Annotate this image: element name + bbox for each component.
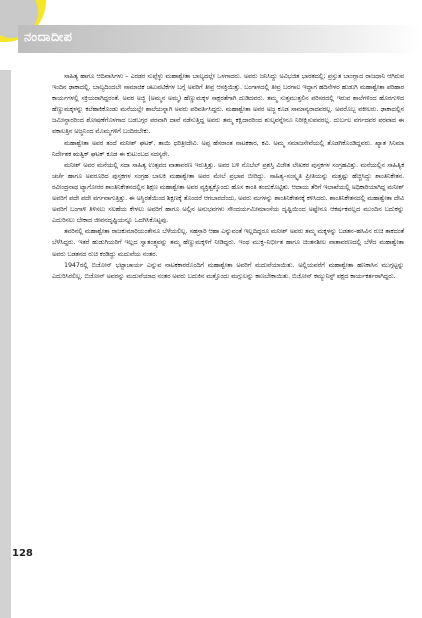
running-header-title: ನಂದಾದೀಪ — [24, 30, 73, 45]
left-margin-bar — [0, 70, 11, 618]
paragraph: ಮನೀಶ್ ಅವರ ಮನೆಯಲ್ಲಿ ಸದಾ ಸಾಹಿತ್ಯ ಉತ್ಸವದ ವಾತಾವರಣ ಇರುತ್ತಿತ್ತು. ಅವರ ಬಳಿ ನೊಬೆಲ್ ಪ್ರಶಸ್ತಿ ವಿಜೇತ ಲೇಖಕರ ಪುಸ್ತಕಗಳ ಸಂಗ್ರಹವಿತ್ತು. ಮನೆಯಲ್ಲಿನ ಸಾಹಿತ್ಯಿಕ ಚರ್ಚೆ ಹಾಗೂ ಅವರೂರಿದ ಪುಸ್ತಕಗಳ ಸಂಗ್ರಹ ಬಾಲಕಿ ಮಹಾಶ್ವೇತಾ ಅವರ ಮೇಲೆ ಪ್ರಭಾವ ಬೀರಿದ್ದು. ಸಾಹಿತ್ಯ–ಸಂಸ್ಕೃತಿ ಪ್ರೀತಿಯನ್ನು ಮತ್ತಷ್ಟು ಹೆಚ್ಚಿಸಿದ್ದು ಶಾಂತಿನಿಕೇತನ. ರವೀಂದ್ರನಾಥ ಟ್ಯಾಗೋರರ ಶಾಂತಿನಿಕೇತನದಲ್ಲಿನ ಶಿಕ್ಷಣ ಮಹಾಶ್ವೇತಾ ಅವರ ವ್ಯಕ್ತಿತ್ವಕ್ಕೊಂದು ಹೊಸ ಕಾಂತಿ ತಂದುಕೊಟ್ಟಿತು. ಆದಾಯ ತೆರಿಗೆ ಇಲಾಖೆಯಲ್ಲಿ ಅಧಿಕಾರಿಯಾಗಿದ್ದ ಮನೀಶ್ ಅವರಿಗೆ ಪದೇ ಪದೇ ವರ್ಗವಾಗುತ್ತಿತ್ತು. ಈ ಅಸ್ಥಿರತೆಯಿಂದ ಶಿಕ್ಷಣಕ್ಕೆ ತೊಂದರೆ ಆಗಬಾರದೆಂದು, ಅವರು ಮಗಳನ್ನು ಶಾಂತಿನಿಕೇತನಕ್ಕೆ ಕಳಿಸಿದರು. ಶಾಂತಿನಿಕೇತನದಲ್ಲಿ ಮಹಾಶ್ವೇತಾ ದೇವಿ ಅವರಿಗೆ ಬಂಗಾಳಿ ತಿಳಿಸಲು ಸಲಹೆಯ ಕೇಳಲು ಅವರಿಗೆ ಹಾಗೂ ಅಲ್ಲಿನ ಅನುಭವಗಳು ಸೌಂದರ್ಯಮೀಮಾಂಸೆಯ ದೃಷ್ಟಿಯಿಂದ ಅಷ್ಟೇನೂ ಆಕರ್ಷಕವಲ್ಲದ ಮುಂದಿನ ಬದುಕನ್ನು ಎದುರಿಸಲು ಬೇಕಾದ ಜೀವನದೃಷ್ಟಿಯನ್ನೂ ಒದಗಿಸಿಕೊಟ್ಟವು. — [52, 160, 404, 225]
paragraph: 1947ರಲ್ಲಿ ಬಿಜೋನ್ ಭಟ್ಟಾಚಾರ್ಯ ಎನ್ನುವ ನಾಟಕಕಾರರೊಂದಿಗೆ ಮಹಾಶ್ವೇತಾ ಅವರಿಗೆ ಮದುವೆಯಾಯಿತು. ಅಲ್ಲಿಯವರೆಗೆ ಮಹಾಶ್ವೇತಾ ಹಣಕಾಸಿನ ಮುಗ್ಗಟ್ಟನ್ನು ಎದುರಿಸಿರಲಿಲ್ಲ. ಬಿಜೋನ್ ಅವರನ್ನು ಮದುವೆಯಾದ ನಂತರ ಅವರು ಬದುಕಿನ ಮತ್ತೊಂದು ಮಗ್ಗುಲನ್ನು ಕಾಣಬೇಕಾಯಿತು. ಬಿಜೋನ್ ಕಮ್ಯುನಿಸ್ಟ್ ಪಕ್ಷದ ಕಾರ್ಯಕರ್ತರಾಗಿದ್ದರು. — [52, 260, 404, 280]
header-band — [18, 25, 422, 53]
body-text — [52, 71, 404, 282]
paragraph: ಸಾಹಿತ್ಯ ಹಾಗೂ ಆದಿವಾಸಿಗಳು – ಎರಡರ ಸುಪ್ಪೆಳ್ಳು ಮಹಾಶ್ವೇತಾ ಬಾಲ್ಯದಲ್ಲೇ ಒಳಗಾದರು. ಅವರು ಜನಿಸಿದ್ದು ಅವಿಭಜಿತ ಭಾರತದಲ್ಲಿ; ಪ್ರಸ್ತುತ ಬಾಂಗ್ಲಾದ ರಾಜಧಾನಿ ಆಗಿರುವ ಇಂದಿನ ಢಾಕಾದಲ್ಲಿ. ಬಾಲ್ಯದಿಂದಲೇ ಸಾಮಾಜಿಕ ಚಟುವಟಿಕೆಗಳ ಬಗ್ಗೆ ಅವರಿಗೆ ತೀವ್ರ ಆಸಕ್ತಿಯಿತ್ತು. ಬಂಗಾಳದಲ್ಲಿ ತೀವ್ರ ಬರಗಾಲ ಇದ್ದಾಗ ಹದಿನೇಳರ ಹುಡುಗಿ ಮಹಾಶ್ವೇತಾ ಪರಿಹಾರ ಕಾರ್ಯಗಳಲ್ಲಿ ಸಕ್ರಿಯರಾಗಿದ್ದರಂತೆ. ಅವರ ಅಜ್ಜಿ (ಅಮ್ಮನ ಅಮ್ಮ) ಹೆಣ್ಣುಮಕ್ಕಳ ಸಾಕ್ಷರತೆಗಾಗಿ ದುಡಿದವರು. ತಮ್ಮ ಸುತ್ತಮುತ್ತಲಿನ ಪರಿಸರದಲ್ಲಿ ಇರುವ ಶಾಲೆಗಳಿಂದ ಹೊರಗುಳಿದ ಹೆಣ್ಣುಮಕ್ಕಳನ್ನು ಕಲೆಹಾಕಿಕೊಂಡು ಮನೆಯಲ್ಲೇ ಶಾಲೆಯನ್ನಾಗಿ ಅವರು ಪರಿವರ್ತಿಸಿದ್ದರು. ಮಹಾಶ್ವೇತಾ ಅವರ ಅಜ್ಜ ಕೂಡ ಸಾಮಾನ್ಯರಾದವರಲ್ಲ. ಅವರೊಬ್ಬ ವಕೀಲರು. ಢಾಕಾದಲ್ಲಿನ ಜಮೀನ್ದಾರರಿಂದ ಶೋಷಣೆಗೊಳಗಾದ ಬಡಬಗ್ಗರ ಪರವಾಗಿ ದಾವೆ ನಡೆಸುತ್ತಿದ್ದ ಅವರು ತಮ್ಮ ಕಕ್ಷಿದಾರರಿಂದ ಶುಲ್ಕವನ್ನೇನೂ ನಿರೀಕ್ಷಿಸುವವರಲ್ಲ. ದುರ್ಬಲ ವರ್ಗದವರ ಪರವಾದ ಈ ವಕಾಲತ್ತಿನ ಅಜ್ಜನಿಂದ ಮೊಮ್ಮಗಳಿಗೆ ಬಂದಿರಬೇಕು. — [52, 72, 404, 136]
paragraph: ತವರಿನಲ್ಲಿ ಮಹಾಶ್ವೇತಾ ರಾಜಕುಮಾರಿಯಂತೇನೂ ಬೆಳೆಯಲಿಲ್ಲ. ಸಹಸ್ರಾರಿ ಆಹಾ ಎನ್ನುವಂತೆ ಇಲ್ಲದಿದ್ದರೂ ಮನೀಶ್ ಅವರು ತಮ್ಮ ಮಕ್ಕಳನ್ನು ಬಡತನ–ಹಸಿವಿನ ರುಚಿ ತಾಕದಂತೆ ಬೆಳೆಸಿದ್ದರು. ಇತರೆ ಹುಡುಗಿಯರಿಗೆ ಇಲ್ಲದ ಸ್ವಾತಂತ್ರ್ಯವನ್ನು ತಮ್ಮ ಹೆಣ್ಣುಮಕ್ಕಳಿಗೆ ನೀಡಿದ್ದರು. ಇಂಥ ಮುಕ್ತ–ನಿರ್ಭೀತ ಹಾಗೂ ಚಿಂತನಶೀಲ ವಾತಾವರಣದಲ್ಲಿ ಬೆಳೆದ ಮಹಾಶ್ವೇತಾ ಅವರು ಬಡತನದ ರುಚಿ ಕಂಡಿದ್ದು ಮದುವೆಯ ನಂತರ. — [52, 227, 404, 258]
page-number: 128 — [12, 548, 33, 559]
paragraph: ಮಹಾಶ್ವೇತಾ ಅವರ ತಂದೆ ಮನೀಶ್ ಘಟಕ್. ತಾಯಿ ಧರಿತ್ರೀದೇವಿ. ಅಪ್ಪ ಹೆಸರಾಂತ ನಾಟಕಕಾರ, ಕವಿ. ಅಮ್ಮ ಸಮಾಜಸೇವೆಯಲ್ಲಿ ತೊಡಗಿಕೊಂಡಿದ್ದವರು. ಖ್ಯಾತ ಸಿನಿಮಾ ನಿರ್ದೇಶಕ ಋತ್ವಿಕ್ ಘಟಕ್ ಕೂಡ ಈ ಕುಟುಂಬದ ಸದಸ್ಯರೇ. — [52, 138, 404, 158]
